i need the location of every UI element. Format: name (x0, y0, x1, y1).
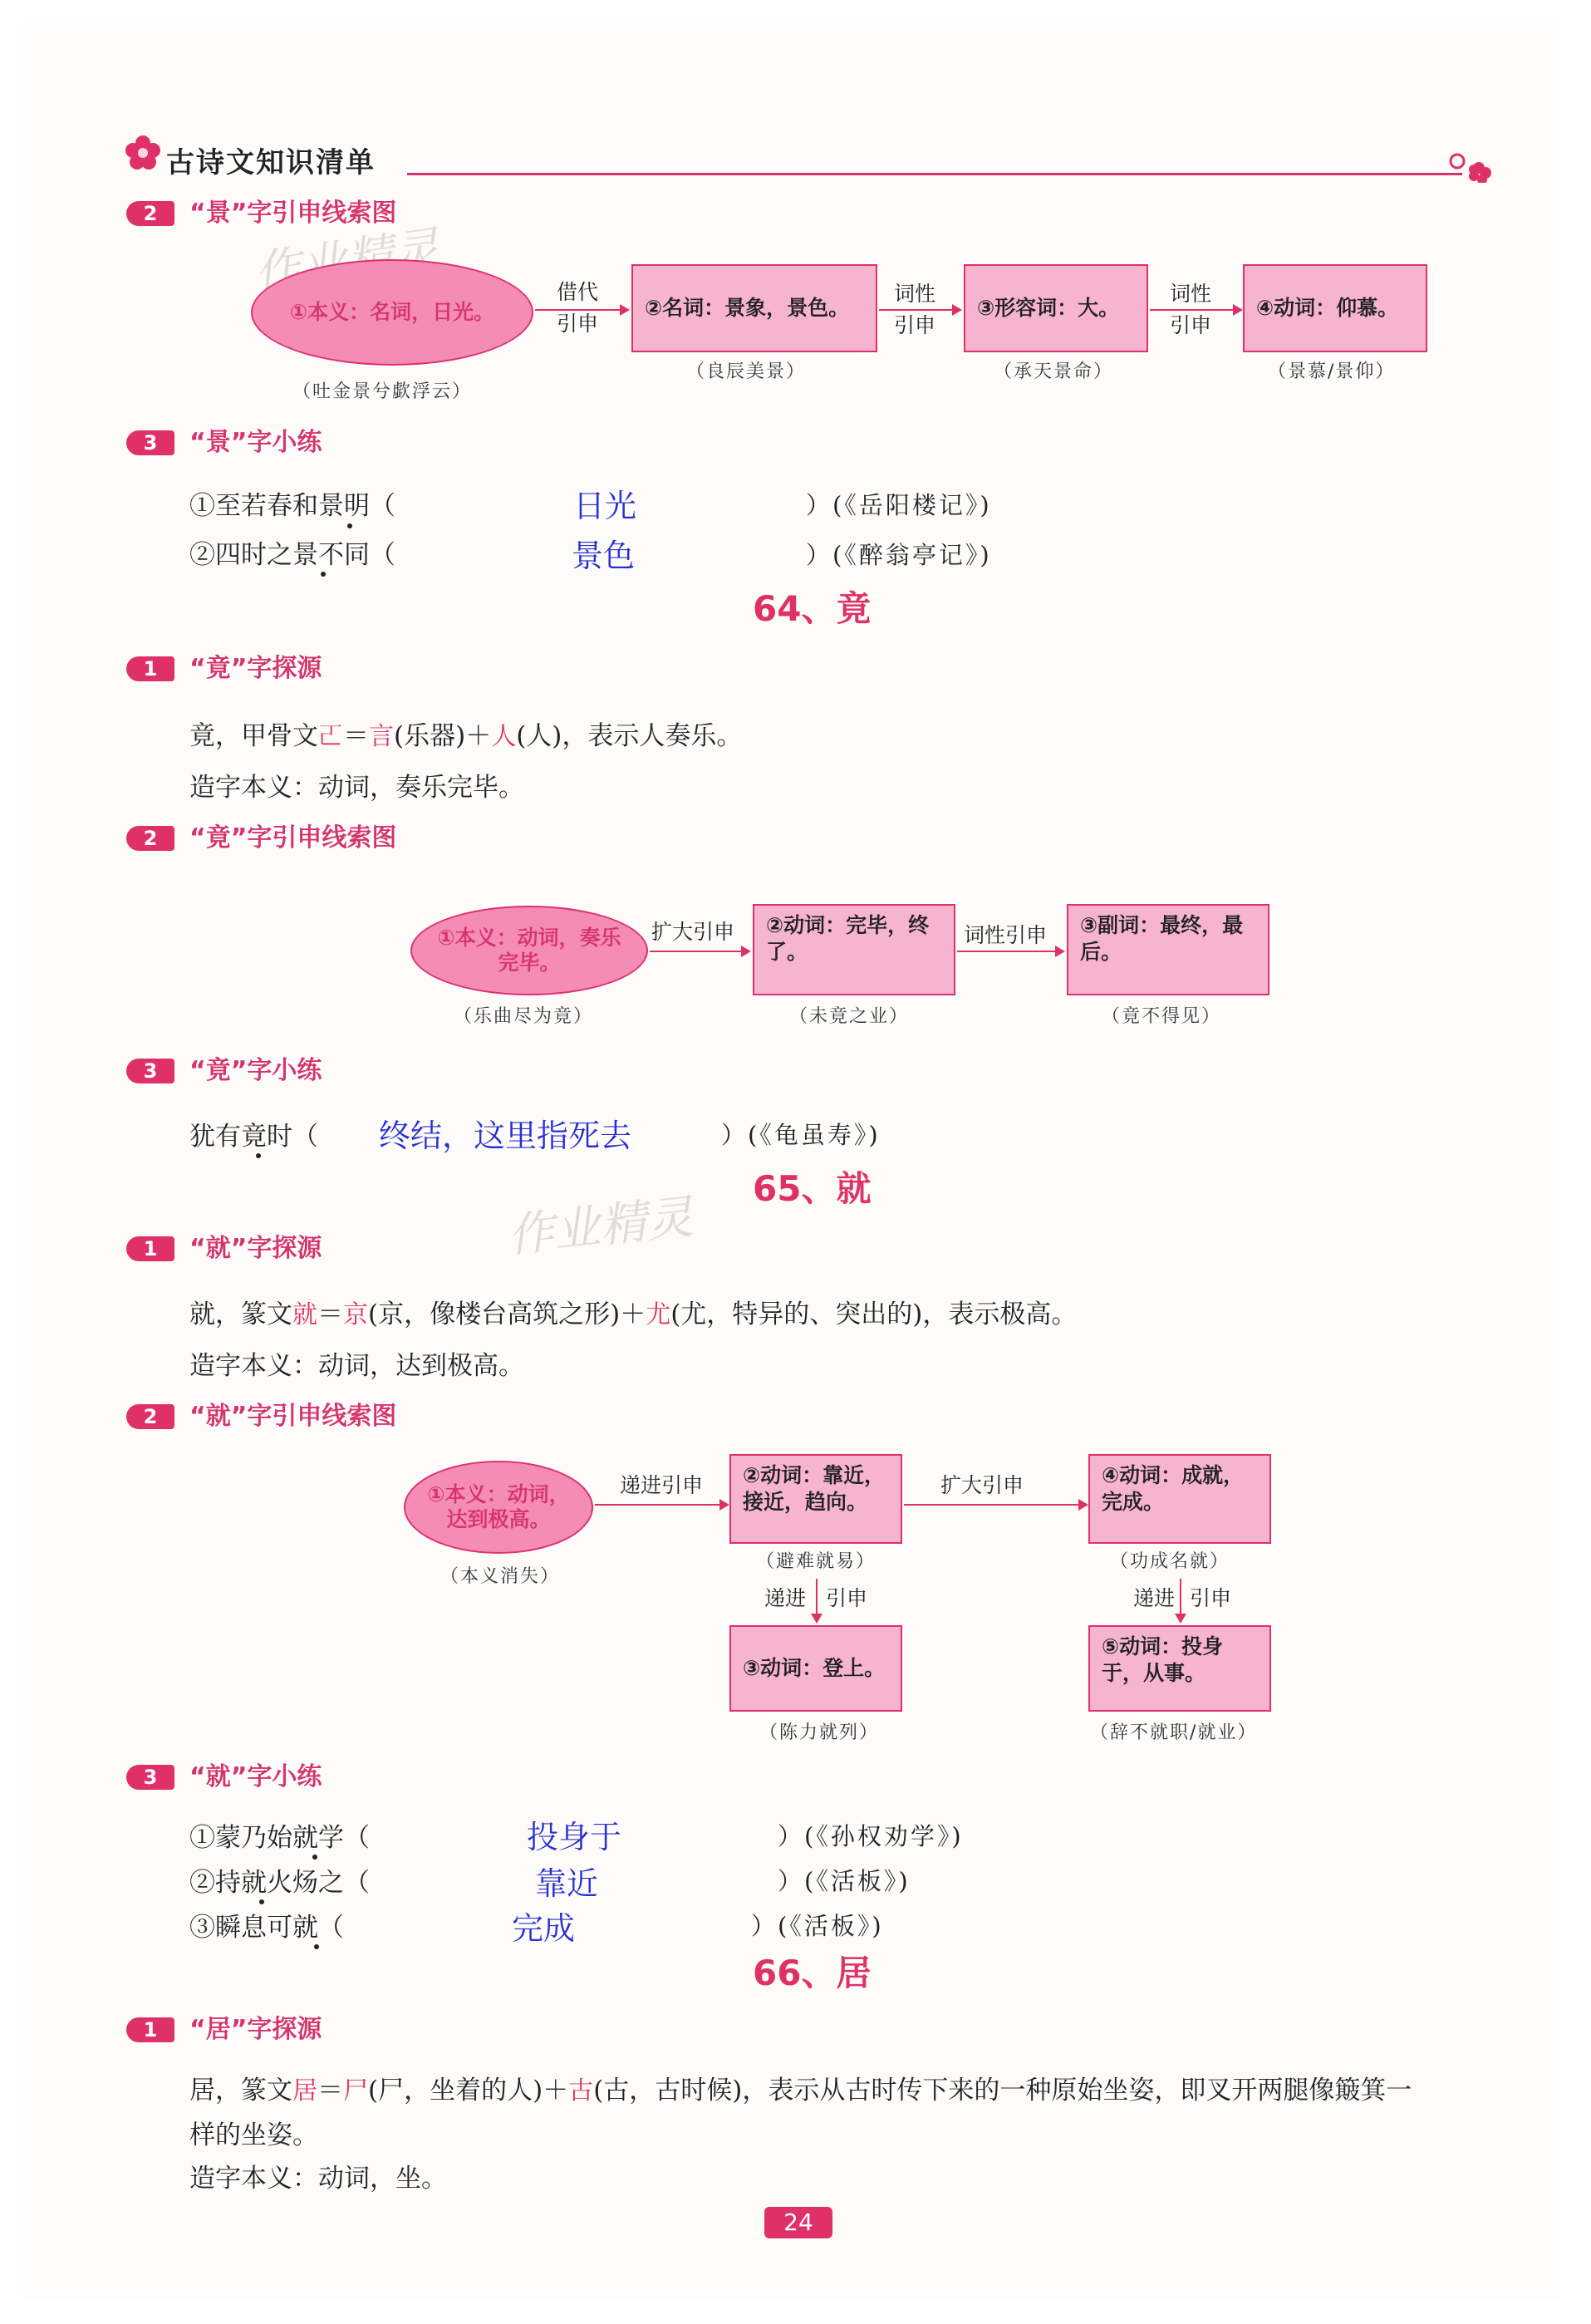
node-box: ②名词：景象，景色。 (631, 264, 877, 352)
origin-text: 竟，甲骨文𠀀＝言(乐器)＋人(人)，表示人奏乐。 (189, 721, 743, 751)
origin-ellipse: ①本义：名词，日光。 (251, 259, 533, 366)
link-label: 引申 (894, 313, 936, 337)
arrow-down (1180, 1579, 1181, 1622)
caption: （承天景命） (994, 361, 1114, 382)
caption: （功成名就） (1110, 1551, 1230, 1572)
origin-meaning: 造字本义：动词，达到极高。 (189, 1351, 524, 1381)
node-box: ⑤动词：投身于，从事。 (1088, 1625, 1271, 1712)
practice-question: ②持就火炀之（ (189, 1868, 370, 1898)
practice-answer: 景色 (572, 538, 636, 574)
link-label: 递进 (764, 1586, 807, 1610)
caption: （景慕/景仰） (1268, 361, 1396, 382)
origin-ellipse: ①本义：动词，奏乐完毕。 (410, 906, 648, 995)
ancient-glyph: 尸 (343, 2076, 368, 2105)
link-label: 词性 (894, 282, 936, 306)
page-number: 24 (764, 2207, 832, 2238)
practice-source: ）(《岳阳楼记》) (806, 491, 992, 519)
flower-icon (125, 135, 161, 171)
origin-meaning: 造字本义：动词，奏乐完毕。 (189, 773, 524, 803)
arrow (1150, 309, 1241, 311)
practice-question: ①至若春和景明（ (189, 491, 395, 521)
practice-source: ）(《龟虽寿》) (721, 1121, 881, 1149)
section-badge: 1 (126, 2017, 174, 2042)
origin-text-continued: 样的坐姿。 (189, 2120, 318, 2150)
section-jiu-map (126, 1401, 542, 1434)
emphasis-dot (312, 1855, 317, 1860)
ancient-glyph: 就 (292, 1300, 317, 1329)
arrow (904, 1504, 1087, 1506)
practice-source: ）(《活板》) (751, 1912, 884, 1940)
practice-answer: 投身于 (527, 1819, 622, 1855)
node-box: ③形容词：大。 (964, 264, 1148, 352)
caption: （未竟之业） (789, 1006, 910, 1027)
section-badge: 1 (126, 1236, 174, 1261)
link-label: 扩大引申 (940, 1473, 1024, 1497)
entry-title: 66、居 (753, 1953, 872, 1993)
origin-ellipse: ①本义：动词，达到极高。 (404, 1461, 593, 1554)
link-label: 词性 (1170, 282, 1212, 306)
practice-question: ③瞬息可就（ (189, 1913, 344, 1943)
node-box: ④动词：成就，完成。 (1088, 1454, 1271, 1544)
link-label: 递进引申 (620, 1473, 704, 1497)
emphasis-dot (347, 523, 352, 528)
origin-text: 就，篆文就＝京(京，像楼台高筑之形)＋尤(尤，特异的、突出的)，表示极高。 (189, 1300, 1078, 1329)
emphasis-dot (321, 572, 326, 577)
header-rule (407, 173, 1462, 175)
section-label: “居”字探源 (189, 2015, 322, 2044)
section-badge: 3 (126, 1059, 174, 1083)
practice-answer: 靠近 (535, 1865, 599, 1902)
practice-question: 犹有竟时（ (189, 1122, 318, 1152)
link-label: 引申 (826, 1586, 868, 1610)
link-label: 扩大引申 (651, 920, 735, 944)
node-box: ④动词：仰慕。 (1243, 264, 1427, 352)
node-box: ③副词：最终，最后。 (1067, 904, 1269, 995)
practice-question: ②四时之景不同（ (189, 540, 395, 570)
node-box: ②动词：靠近，接近，趋向。 (729, 1454, 902, 1544)
section-badge: 2 (126, 826, 174, 851)
section-jing-finish-map (126, 823, 542, 856)
arrow (595, 1504, 728, 1506)
caption: （良辰美景） (686, 361, 807, 382)
entry-title: 65、就 (753, 1168, 872, 1209)
watermark: 作业精灵 (504, 1190, 696, 1264)
arrow (535, 309, 628, 311)
section-badge: 2 (126, 201, 174, 226)
practice-question: ①蒙乃始就学（ (189, 1823, 370, 1853)
practice-answer: 完成 (512, 1910, 576, 1947)
header-title: 古诗文知识清单 (166, 146, 376, 179)
section-jiu-practice (126, 1761, 459, 1795)
link-label: 递进 (1133, 1586, 1176, 1610)
entry-title: 64、竟 (753, 588, 872, 629)
section-badge: 1 (126, 656, 174, 681)
section-label: “就”字探源 (189, 1234, 322, 1263)
link-label: 引申 (1190, 1586, 1232, 1610)
section-label: “竟”字小练 (189, 1056, 322, 1085)
section-label: “景”字引申线索图 (189, 199, 397, 228)
caption: （本义消失） (440, 1566, 561, 1587)
section-label: “景”字小练 (189, 428, 322, 457)
section-label: “就”字引申线索图 (189, 1402, 397, 1431)
origin-text: 居，篆文居＝尸(尸，坐着的人)＋古(古，古时候)，表示从古时传下来的一种原始坐姿，即叉开两腿像簸箕一 (189, 2076, 1412, 2105)
practice-source: ）(《孙权劝学》) (778, 1822, 964, 1850)
practice-answer: 日光 (573, 488, 637, 524)
flower-ornament-icon (1444, 150, 1494, 183)
section-jiu-origin (126, 1233, 459, 1266)
arrow (650, 951, 749, 952)
ancient-glyph: 居 (292, 2076, 317, 2105)
arrow (957, 951, 1063, 952)
section-badge: 3 (126, 430, 174, 455)
link-label: 词性引申 (964, 923, 1048, 947)
arrow (879, 309, 960, 311)
emphasis-dot (256, 1153, 261, 1158)
section-jing-finish-practice (126, 1055, 459, 1088)
emphasis-dot (259, 1899, 264, 1904)
caption: （竟不得见） (1102, 1006, 1222, 1027)
practice-answer: 终结，这里指死去 (379, 1118, 632, 1154)
node-box: ②动词：完毕，终了。 (753, 904, 955, 995)
ancient-glyph: 尤 (646, 1300, 671, 1329)
section-ju-origin (126, 2014, 459, 2047)
ancient-glyph: 𠀀 (318, 722, 343, 751)
section-badge: 3 (126, 1765, 174, 1790)
caption: （避难就易） (756, 1551, 877, 1572)
ancient-glyph: 古 (568, 2076, 594, 2105)
link-label: 引申 (557, 312, 599, 336)
practice-source: ）(《醉翁亭记》) (806, 541, 992, 569)
caption: （陈力就列） (759, 1722, 880, 1743)
ancient-glyph: 京 (343, 1300, 368, 1329)
section-label: “就”字小练 (189, 1762, 322, 1791)
section-jing-origin (126, 653, 459, 686)
ancient-glyph: 人 (491, 722, 517, 751)
link-label: 引申 (1170, 313, 1212, 337)
caption: （乐曲尽为竟） (454, 1006, 594, 1027)
link-label: 借代 (557, 280, 599, 304)
ancient-glyph: 言 (369, 722, 394, 751)
section-jing-practice (126, 427, 459, 460)
caption: （辞不就职/就业） (1090, 1722, 1258, 1743)
section-badge: 2 (126, 1404, 174, 1429)
caption: （吐金景兮歔浮云） (292, 381, 473, 402)
section-label: “竟”字引申线索图 (189, 823, 397, 852)
practice-source: ）(《活板》) (778, 1867, 911, 1895)
emphasis-dot (314, 1944, 319, 1949)
origin-meaning: 造字本义：动词，坐。 (189, 2164, 447, 2194)
node-box: ③动词：登上。 (729, 1625, 902, 1712)
section-label: “竟”字探源 (189, 654, 322, 683)
arrow-down (816, 1579, 818, 1622)
